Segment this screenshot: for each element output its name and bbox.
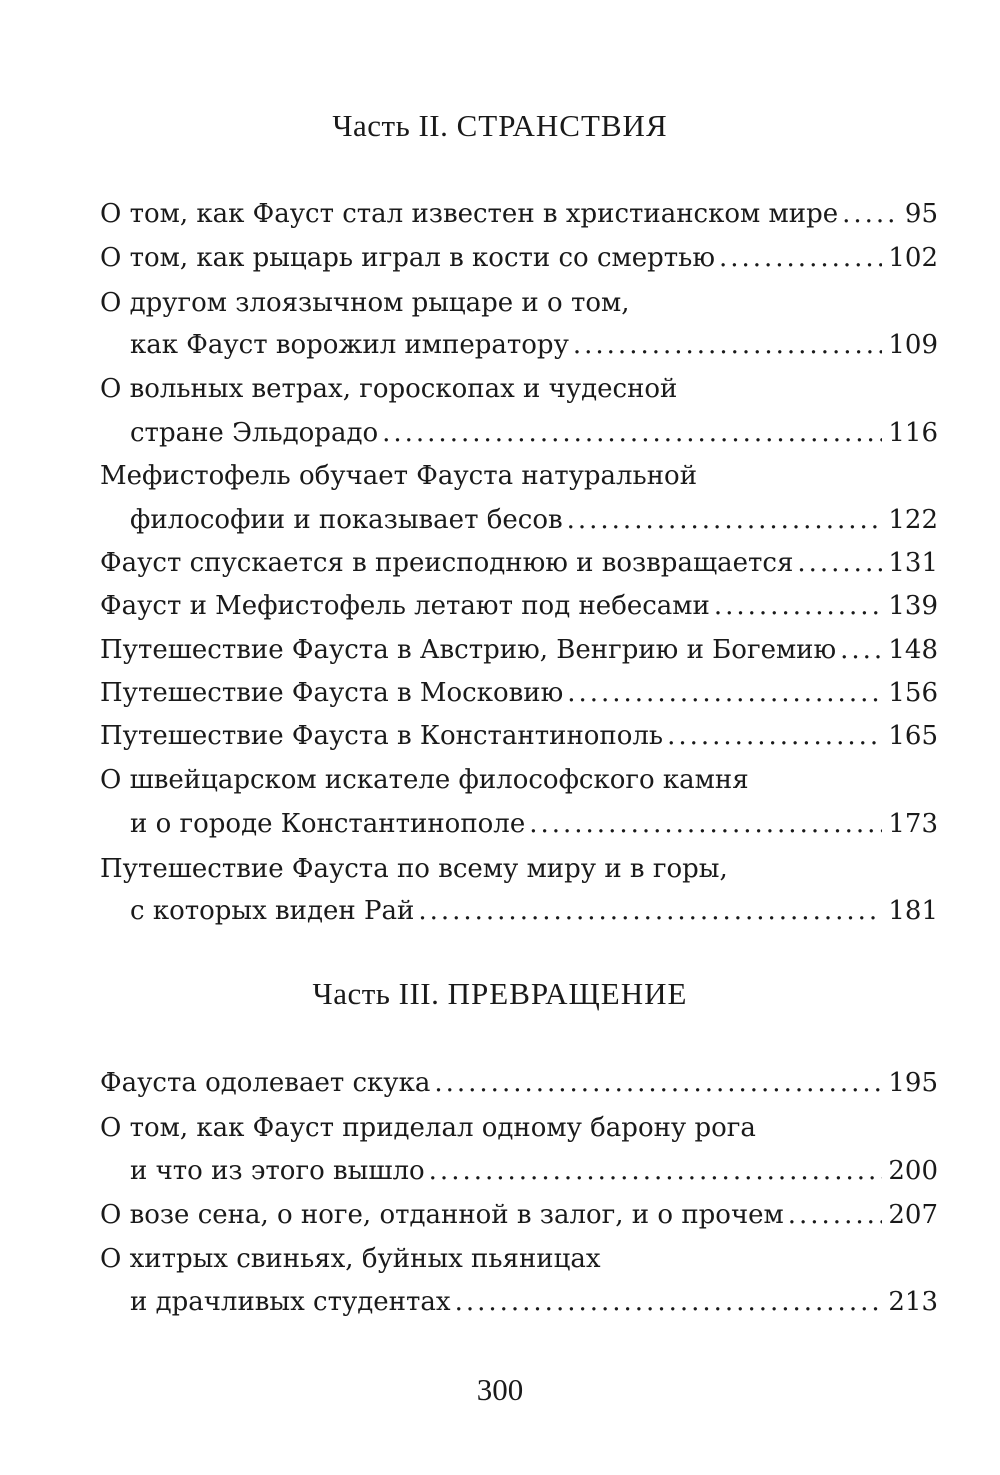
toc-entry xyxy=(130,325,938,365)
toc-entry xyxy=(100,630,938,670)
entry-page: 173 xyxy=(888,809,938,839)
dot-leader xyxy=(434,1063,882,1103)
entry-title: Путешествие Фауста в Московию xyxy=(100,678,564,708)
page-number: 300 xyxy=(476,1372,524,1407)
toc-entry xyxy=(100,1195,938,1235)
dot-leader xyxy=(714,586,883,626)
part-title: СТРАНСТВИЯ xyxy=(456,108,668,143)
entry-title: и о городе Константинополе xyxy=(130,809,526,839)
entry-title: О вольных ветрах, гороскопах и чудесной xyxy=(100,374,678,404)
entry-title: стране Эльдорадо xyxy=(130,418,379,448)
entry-title: Путешествие Фауста в Австрию, Венгрию и Богемию xyxy=(100,635,837,665)
entry-page: 122 xyxy=(888,505,938,535)
dot-leader xyxy=(567,500,883,540)
entry-page: 131 xyxy=(888,548,938,578)
entry-title: О том, как Фауст приделал одному барону рога xyxy=(100,1113,756,1143)
entry-title: О хитрых свиньях, буйных пьяницах xyxy=(100,1244,601,1274)
entry-page: 139 xyxy=(888,591,938,621)
toc-entry xyxy=(100,456,938,496)
toc-entry xyxy=(130,1282,938,1322)
toc-entry xyxy=(130,1151,938,1191)
toc-entry xyxy=(100,586,938,626)
dot-leader xyxy=(418,891,882,931)
entry-title: философии и показывает бесов xyxy=(130,505,563,535)
part-heading xyxy=(0,108,1000,144)
entry-title: с которых виден Рай xyxy=(130,896,415,926)
entry-page: 109 xyxy=(888,330,938,360)
toc-entry xyxy=(100,760,938,800)
entry-page: 213 xyxy=(888,1287,938,1317)
entry-title: О возе сена, о ноге, отданной в залог, и о прочем xyxy=(100,1200,784,1230)
dot-leader xyxy=(382,413,882,453)
entry-page: 200 xyxy=(888,1156,938,1186)
toc-entry xyxy=(100,369,938,409)
entry-page: 148 xyxy=(888,635,938,665)
part-label: Часть II. xyxy=(332,108,449,143)
dot-leader xyxy=(455,1282,883,1322)
entry-title: Фауст спускается в преисподнюю и возвращается xyxy=(100,548,794,578)
entry-page: 156 xyxy=(888,678,938,708)
dot-leader xyxy=(573,325,882,365)
toc-entry xyxy=(100,716,938,756)
toc-entry xyxy=(130,500,938,540)
entry-title: Мефистофель обучает Фауста натуральной xyxy=(100,461,698,491)
toc-entry xyxy=(100,283,938,323)
toc-entry xyxy=(100,1108,938,1148)
toc-entry xyxy=(130,804,938,844)
entry-title: Фауст и Мефистофель летают под небесами xyxy=(100,591,710,621)
dot-leader xyxy=(797,543,882,583)
entry-page: 181 xyxy=(888,896,938,926)
entry-title: О том, как рыцарь играл в кости со смертью xyxy=(100,243,715,273)
dot-leader xyxy=(719,238,882,278)
toc-entry xyxy=(100,1063,938,1103)
entry-title: и драчливых студентах xyxy=(130,1287,451,1317)
toc-entry xyxy=(100,1239,938,1279)
dot-leader xyxy=(429,1151,883,1191)
dot-leader xyxy=(840,630,882,670)
part-label: Часть III. xyxy=(312,976,440,1011)
entry-title: Путешествие Фауста по всему миру и в горы, xyxy=(100,854,728,884)
toc-entry xyxy=(100,849,938,889)
entry-title: О другом злоязычном рыцаре и о том, xyxy=(100,288,630,318)
dot-leader xyxy=(667,716,882,756)
entry-page: 102 xyxy=(888,243,938,273)
toc-entry xyxy=(100,543,938,583)
part-title: ПРЕВРАЩЕНИЕ xyxy=(447,976,688,1011)
entry-page: 95 xyxy=(904,199,938,229)
entry-title: О швейцарском искателе философского камня xyxy=(100,765,749,795)
toc-entry xyxy=(100,194,938,234)
entry-title: Путешествие Фауста в Константинополь xyxy=(100,721,664,751)
entry-page: 207 xyxy=(888,1200,938,1230)
dot-leader xyxy=(529,804,882,844)
dot-leader xyxy=(567,673,882,713)
toc-entry xyxy=(100,673,938,713)
dot-leader xyxy=(788,1195,883,1235)
entry-page: 116 xyxy=(888,418,938,448)
entry-title: как Фауст ворожил императору xyxy=(130,330,569,360)
entry-title: О том, как Фауст стал известен в христианском мире xyxy=(100,199,839,229)
entry-title: и что из этого вышло xyxy=(130,1156,425,1186)
toc-entry xyxy=(130,413,938,453)
entry-page: 165 xyxy=(888,721,938,751)
dot-leader xyxy=(842,194,899,234)
toc-entry xyxy=(130,891,938,931)
toc-entry xyxy=(100,238,938,278)
part-heading xyxy=(0,976,1000,1012)
entry-page: 195 xyxy=(888,1068,938,1098)
entry-title: Фауста одолевает скука xyxy=(100,1068,431,1098)
